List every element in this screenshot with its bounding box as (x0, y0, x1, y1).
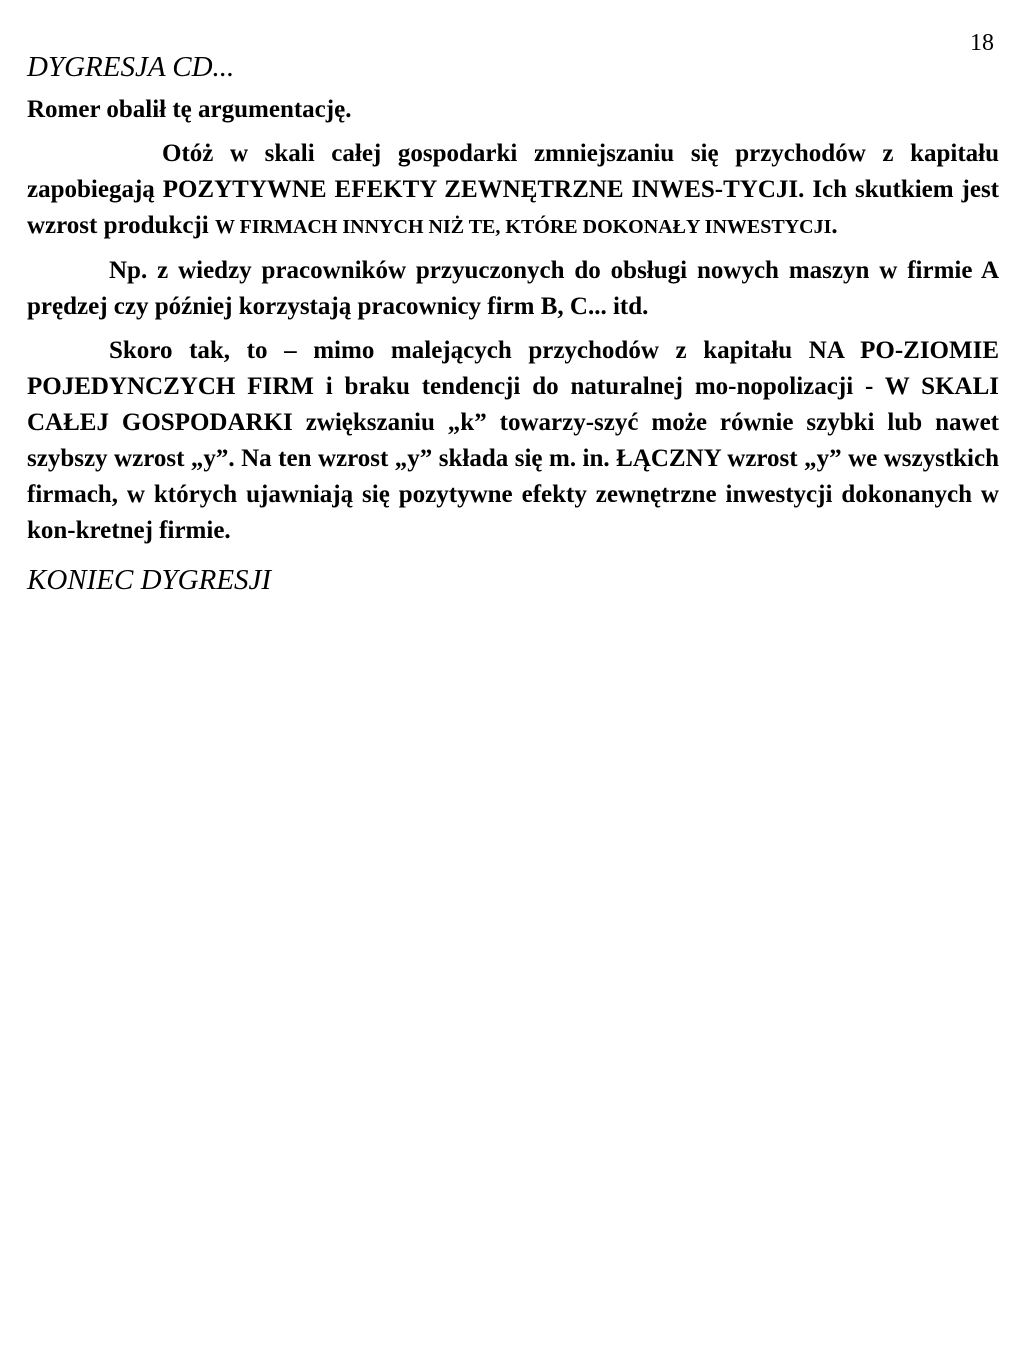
page-number: 18 (970, 30, 994, 56)
paragraph-externalities-end: . (831, 212, 838, 239)
lead-sentence: Romer obalił tę argumentację. (27, 96, 352, 123)
section-heading: DYGRESJA CD... (27, 51, 235, 83)
paragraph-conclusion: Skoro tak, to – mimo malejących przychodów z kapitału NA PO-ZIOMIE POJEDYNCZYCH FIRM i braku tendencji do naturalnej mo-nopolizacji - W SKALI CAŁEJ GOSPODARKI zwiększaniu „k” towarzy-szyć może równie szybki lub nawet szybszy wzrost „y”. Na ten wzrost „y” składa się m. in. ŁĄCZNY wzrost „y” we wszystkich firmach, w których ujawniają się pozytywne efekty zewnętrzne inwestycji dokonanych w kon-kretnej firmie. (27, 337, 999, 544)
paragraph-externalities-emphasis: W FIRMACH INNYCH NIŻ TE, KTÓRE DOKONAŁY INWESTYCJI (214, 216, 832, 238)
paragraph-externalities (27, 136, 999, 245)
paragraph-externalities-text: Otóż w skali całej gospodarki zmniejszaniu się przychodów z kapitału zapobiegają POZYTYWNE EFEKTY ZEWNĘTRZNE INWES-TYCJI. Ich skutkiem jest wzrost produkcji (27, 140, 999, 239)
document-body (27, 48, 999, 599)
closing-heading: KONIEC DYGRESJI (27, 564, 272, 596)
paragraph-example: Np. z wiedzy pracowników przyuczonych do obsługi nowych maszyn w firmie A prędzej czy później korzystają pracownicy firm B, C... itd. (27, 257, 999, 320)
